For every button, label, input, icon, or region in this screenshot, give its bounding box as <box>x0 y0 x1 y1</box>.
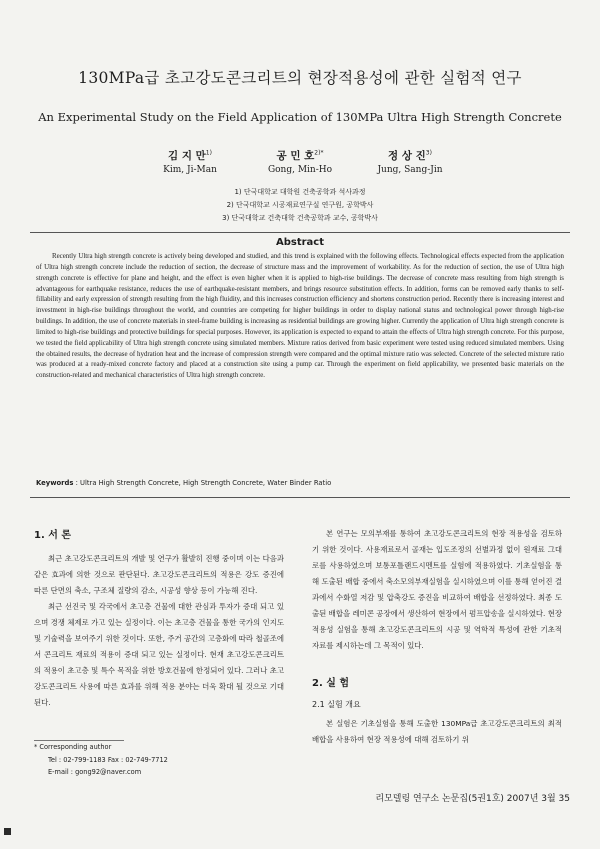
paper-title-korean: 130MPa급 초고강도콘크리트의 현장적용성에 관한 실험적 연구 <box>78 69 522 87</box>
abstract-body: Recently Ultra high strength concrete is actively being developed and studied, and this trend is explained with the following effects. Technological effects expected from the application of Ultra high strength concrete include the reduction of section, the decrease of structure mass and the improvement of workability. As for the reduction of section, the use of Ultra high strength concrete is effective for plane and height, and the effect is even higher when it is applied to high-rise buildings. The decrease of concrete mass resulting from high strength is advantageous for earthquake resistance, reduces the use of earthquake-resistant members, and brings resource substitution effects. In addition, forms can be removed early thanks to self-fillability and early expression of strength resulting from the high fluidity, and this increases construction efficiency and shortens construction period. Recently there is increasing interest and investment in high-rise buildings throughout the world, and countries are competing for higher buildings in order to display national status and technological power through high-rise buildings. In addition, the use of concrete materials in steel-frame building is increasing as residential buildings are growing higher. Currently the application of Ultra high strength concrete is limited to high-rise buildings and protective buildings for special purposes. However, its application is expected to expand to attain the effects of Ultra high strength concrete. For this purpose, we tested the field applicability of Ultra high strength concrete using simulated members. Mixture ratios derived from basic experiment were tested using reduced simulated members. Using the obtained results, the decrease of hydration heat and the increase of compression strength were compared and the optimal mixture ratio was selected. Concrete of the selected mixture ratio was produced at a ready-mixed concrete factory and placed at a construction site using a pump car. Through the experiment on field applicability, we presented basic materials on the construction-related and mechanical characteristics of Ultra high strength concrete. <box>36 253 564 380</box>
paper-title-english: An Experimental Study on the Field Application of 130MPa Ultra High Strength Concrete <box>38 110 562 124</box>
footnote-line: * Corresponding author <box>34 743 112 751</box>
author-name-en: Jung, Sang-Jin <box>377 165 443 175</box>
corresponding-author-footnote <box>34 741 284 779</box>
keywords-label: Keywords <box>36 479 74 487</box>
keywords-text: : Ultra High Strength Concrete, High Strength Concrete, Water Binder Ratio <box>75 479 332 487</box>
affiliations <box>0 186 600 225</box>
body-paragraph: 본 연구는 모의부재를 통하여 초고강도콘크리트의 현장 적용성을 검토하기 위한 것이다. 사용재료로서 골재는 입도조정의 선별과정 없이 원재료 그대로를 사용하였으며 보통포틀랜드시멘트를 실험에 적용하였다. 기초실험을 통해 도출된 배합 중에서 축소모의부재실험을 실시하였으며 이를 통해 얻어진 결과에서 수화열 저감 및 압축강도 증진을 비교하여 배합을 선정하였다. 최종 도출된 배합을 레미콘 공장에서 생산하여 현장에서 펌프압송을 실시하였다. 현장 적용성 실험을 통해 초고강도콘크리트의 시공 및 역학적 특성에 관한 기초적 자료를 제시하는데 그 목적이 있다. <box>312 529 562 650</box>
body-paragraph: 최근 선진국 및 각국에서 초고층 건물에 대한 관심과 투자가 증대 되고 있으며 경쟁 체제로 가고 있는 실정이다. 이는 초고층 건물을 통한 국가의 인지도 및 기술력을 보여주기 위한 것이다. 또한, 주거 공간의 고층화에 따라 철골조에서 콘크리트 재료의 적용이 증대 되고 있는 실정이다. 현재 초고강도콘크리트의 적용이 초고층 및 특수 목적을 위한 방호건물에 한정되어 있다. 그러나 초고강도콘크리트 사용에 따른 효과를 위해 적용 분야는 더욱 확대 될 것으로 기대된다. <box>34 602 284 707</box>
section-heading: 1. 서 론 <box>34 530 72 541</box>
author-name-en: Gong, Min-Ho <box>267 165 333 175</box>
author-name-ko: 김 지 만$^{1)}$ <box>168 149 212 162</box>
author-name-ko: 정 상 진$^{3)}$ <box>388 149 432 162</box>
abstract-top-rule <box>30 232 570 233</box>
right-column <box>312 526 562 748</box>
affiliation-line: 3) 단국대학교 건축대학 건축공학과 교수, 공학박사 <box>222 214 378 222</box>
author-name-ko: 공 민 호$^{2)*}$ <box>276 149 324 162</box>
journal-footer: 리모델링 연구소 논문집(5권1호) 2007년 3월 35 <box>375 794 570 804</box>
body-paragraph: 최근 초고강도콘크리트의 개발 및 연구가 활발히 진행 중이며 이는 다음과 같은 효과에 의한 것으로 판단된다. 초고강도콘크리트의 적용은 강도 증진에 따른 단면의 축소, 구조체 질량의 감소, 시공성 향상 등이 가능해 진다. <box>34 554 284 595</box>
abstract-heading: Abstract <box>275 237 325 248</box>
author-name-en: Kim, Ji-Man <box>163 165 217 175</box>
author-names-english <box>0 165 600 175</box>
affiliation-line: 2) 단국대학교 시공재료연구실 연구원, 공학박사 <box>226 201 374 209</box>
subsection-heading: 2.1 실험 개요 <box>312 700 361 709</box>
affiliation-line: 1) 단국대학교 대학원 건축공학과 석사과정 <box>234 188 366 196</box>
abstract-bottom-rule <box>30 497 570 498</box>
section-heading: 2. 실 험 <box>312 678 350 689</box>
scan-corner-mark <box>4 828 11 835</box>
left-column <box>34 526 284 711</box>
footnote-line: Tel : 02-799-1183 Fax : 02-749-7712 <box>48 755 168 764</box>
footnote-line: E-mail : gong92@naver.com <box>48 768 142 776</box>
keywords-line <box>36 479 564 487</box>
author-names-korean <box>0 148 600 163</box>
body-paragraph: 본 실험은 기초실험을 통해 도출한 130MPa급 초고강도콘크리트의 최적배합을 사용하여 현장 적용성에 대해 검토하기 위 <box>312 719 562 744</box>
